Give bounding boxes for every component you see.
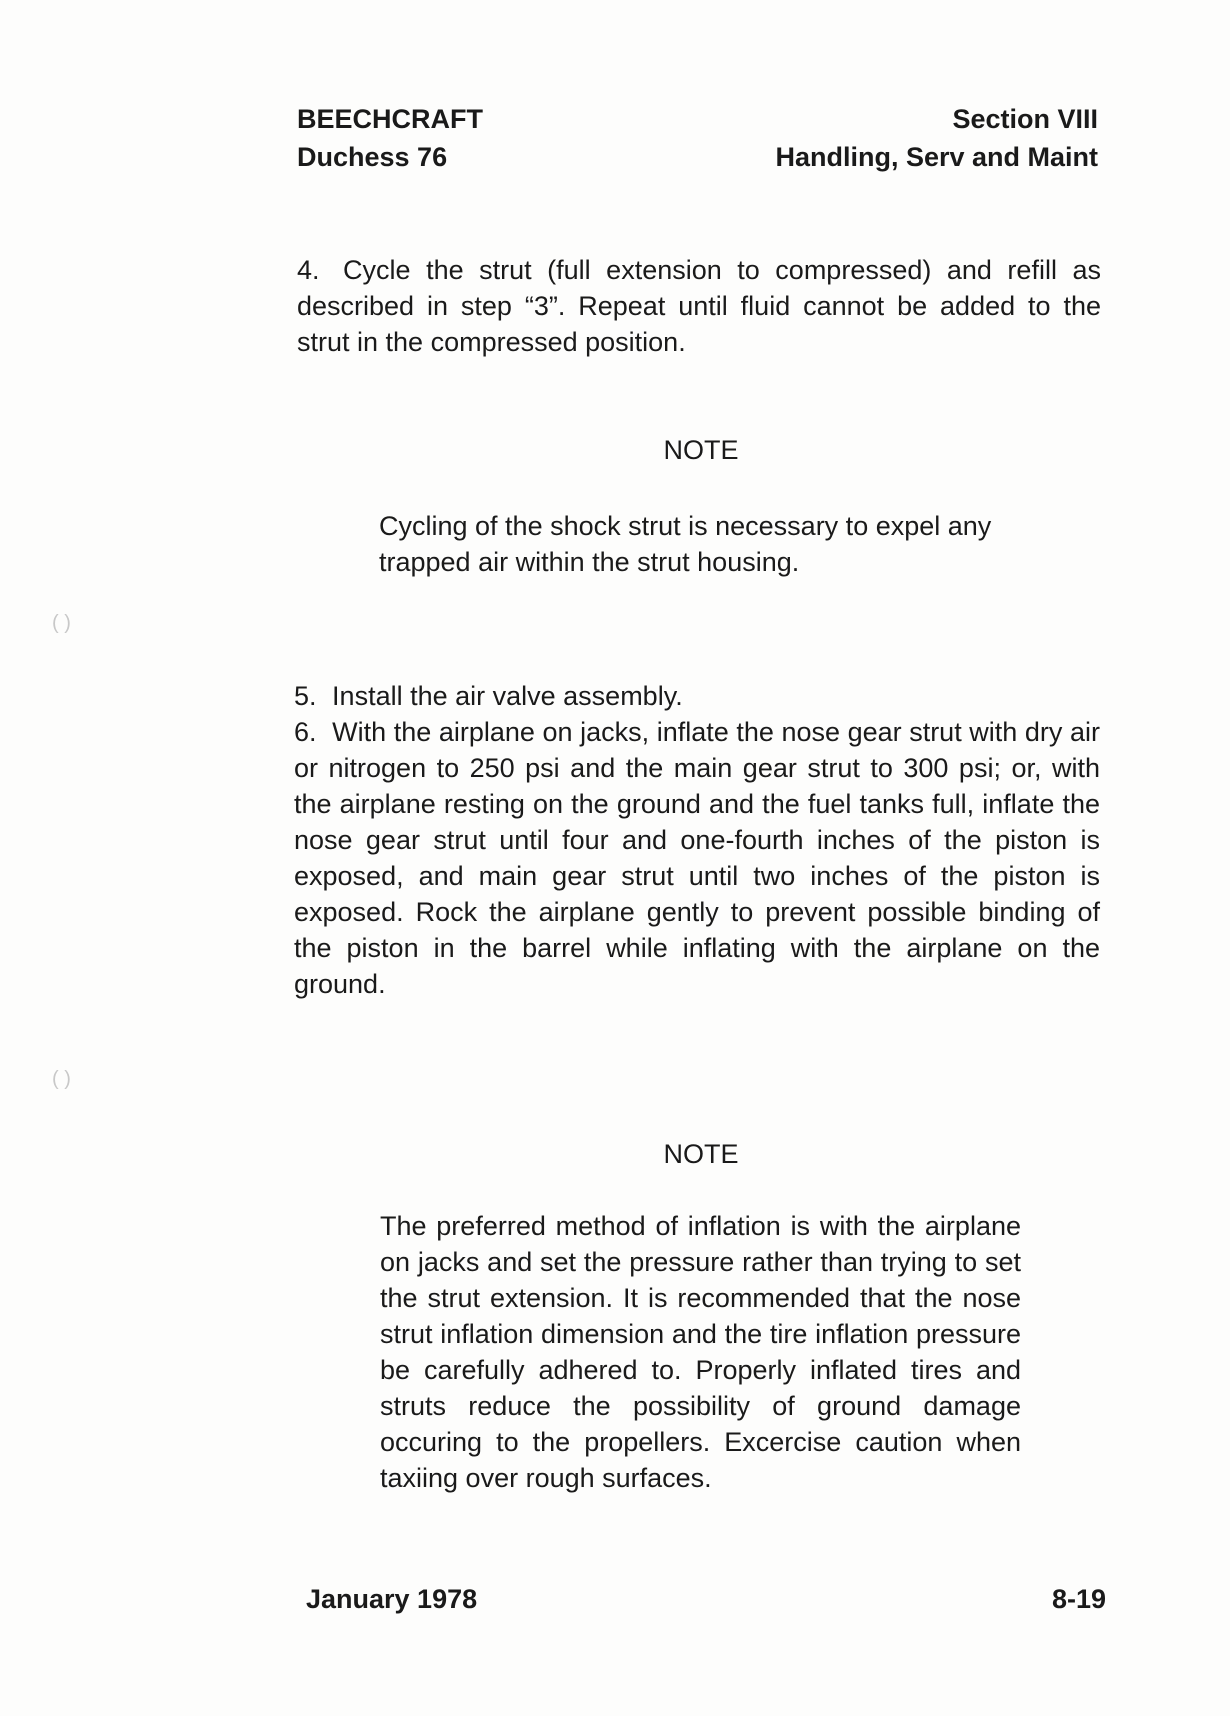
footer-page-number: 8-19: [1051, 1584, 1106, 1614]
step-5-text: Install the air valve assembly.: [332, 681, 683, 711]
header-section-title: Handling, Serv and Maint: [775, 142, 1098, 172]
step-4: [297, 252, 1101, 360]
step-5-number: 5.: [294, 681, 317, 711]
header-section: Section VIII: [952, 104, 1098, 134]
steps-5-6: [294, 678, 1100, 1002]
note-1-text: Cycling of the shock strut is necessary to expel any trapped air within the strut housing.: [379, 511, 992, 577]
note-1-title: NOTE: [663, 435, 739, 465]
note-2-text: The preferred method of inflation is with the airplane on jacks and set the pressure rather than trying to set the strut extension. It is recommended that the nose strut inflation dimension and the tire inflation pressure be carefully adhered to. Properly inflated tires and struts reduce the possibility of ground damage occuring to the propellers. Excercise caution when taxiing over rough surfaces.: [380, 1211, 1021, 1493]
step-6-number: 6.: [294, 717, 317, 747]
footer-date: January 1978: [306, 1584, 478, 1614]
step-6-text: With the airplane on jacks, inflate the nose gear strut with dry air or nitrogen to 250 psi and the main gear strut to 300 psi; or, with the airplane resting on the ground and the fuel tanks full, inflate the nose gear strut until four and one-fourth inches of the piston is exposed, and main gear strut until two inches of the piston is exposed. Rock the airplane gently to prevent possible binding of the piston in the barrel while inflating with the airplane on the ground.: [294, 717, 1100, 999]
step-6: [294, 714, 1100, 1002]
header-brand: BEECHCRAFT: [297, 104, 483, 134]
header-right: [775, 100, 1098, 176]
header-left: [297, 100, 483, 176]
note-2-title: NOTE: [663, 1139, 739, 1169]
step-4-number: 4.: [297, 255, 320, 285]
step-5: [294, 678, 1100, 714]
scan-artifact: ( ): [52, 612, 71, 634]
header-model: Duchess 76: [297, 142, 448, 172]
step-4-text: Cycle the strut (full extension to compressed) and refill as described in step “3”. Repeat until fluid cannot be added to the strut in the compressed position.: [297, 255, 1101, 357]
scan-artifact: ( ): [52, 1068, 71, 1090]
